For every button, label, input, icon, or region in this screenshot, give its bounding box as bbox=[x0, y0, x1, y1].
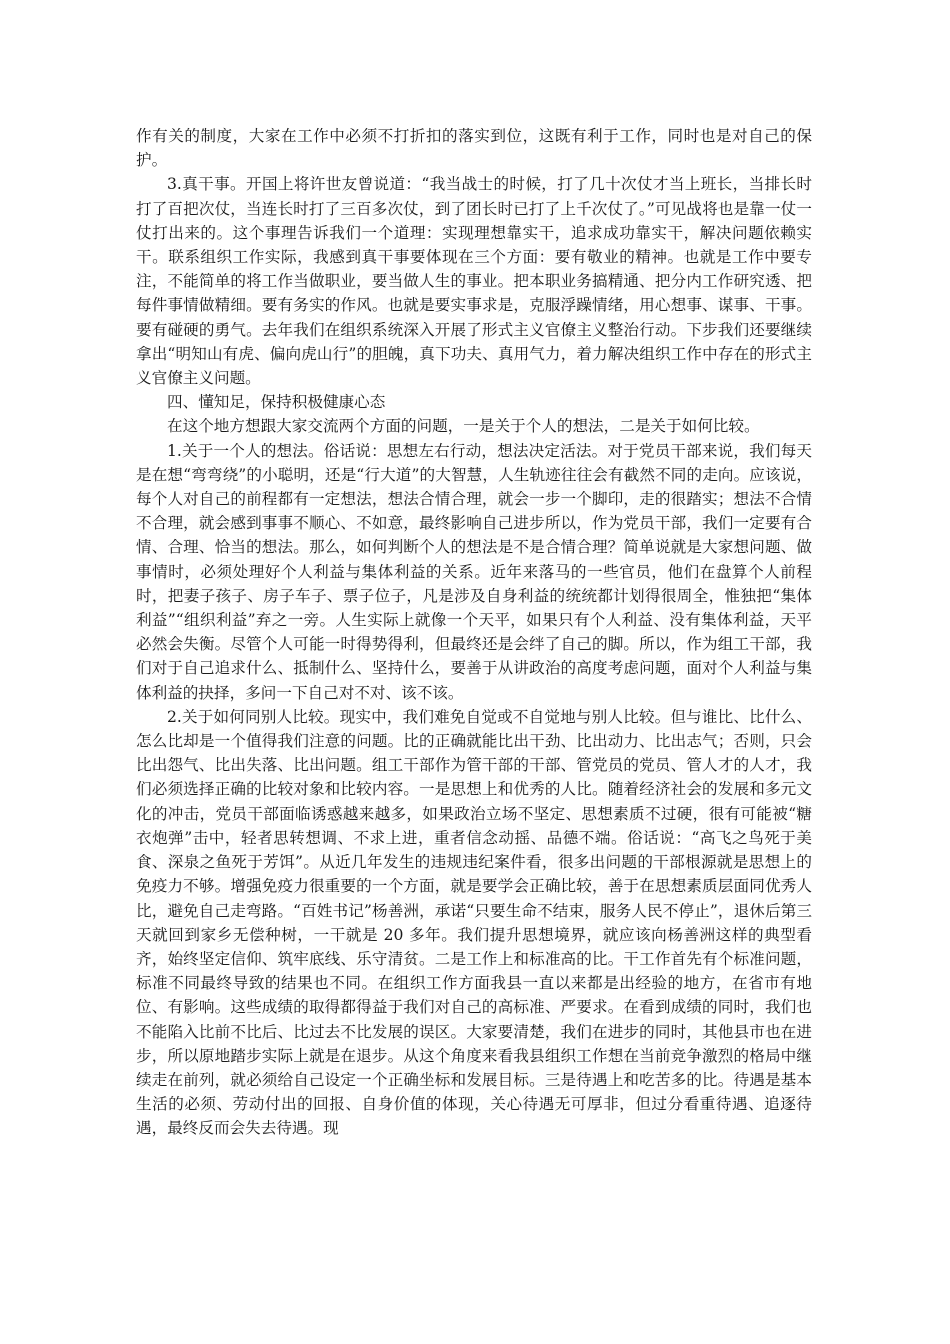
document-page bbox=[136, 124, 812, 1141]
paragraph-comparison: 2.关于如何同别人比较。现实中，我们难免自觉或不自觉地与别人比较。但与谁比、比什么、怎么比却是一个值得我们注意的问题。比的正确就能比出干劲、比出动力、比出志气；否则，只会比出怨气、比出失落、比出问题。组工干部作为管干部的干部、管党员的党员、管人才的人才，我们必须选择正确的比较对象和比较内容。一是思想上和优秀的人比。随着经济社会的发展和多元文化的冲击，党员干部面临诱惑越来越多，如果政治立场不坚定、思想素质不过硬，很有可能被“糖衣炮弹”击中，轻者思转想调、不求上进，重者信念动摇、品德不端。俗话说：“高飞之鸟死于美食、深泉之鱼死于芳饵”。从近几年发生的违规违纪案件看，很多出问题的干部根源就是思想上的免疫力不够。增强免疫力很重要的一个方面，就是要学会正确比较，善于在思想素质层面同优秀人比，避免自己走弯路。“百姓书记”杨善洲，承诺“只要生命不结束，服务人民不停止”，退休后第三天就回到家乡无偿种树，一干就是 20 多年。我们提升思想境界，就应该向杨善洲这样的典型看齐，始终坚定信仰、筑牢底线、乐守清贫。二是工作上和标准高的比。干工作首先有个标准问题，标准不同最终导致的结果也不同。在组织工作方面我县一直以来都是出经验的地方，在省市有地位、有影响。这些成绩的取得都得益于我们对自己的高标准、严要求。在看到成绩的同时，我们也不能陷入比前不比后、比过去不比发展的误区。大家要清楚，我们在进步的同时，其他县市也在进步，所以原地踏步实际上就是在退步。从这个角度来看我县组织工作想在当前竞争激烈的格局中继续走在前列，就必须给自己设定一个正确坐标和发展目标。三是待遇上和吃苦多的比。待遇是基本生活的必须、劳动付出的回报、自身价值的体现，关心待遇无可厚非，但过分看重待遇、追逐待遇，最终反而会失去待遇。现 bbox=[136, 707, 812, 1138]
paragraph-personal-thoughts: 1.关于一个人的想法。俗话说：思想左右行动，想法决定活法。对于党员干部来说，我们每天是在想“弯弯绕”的小聪明，还是“行大道”的大智慧，人生轨迹往往会有截然不同的走向。应该说，每个人对自己的前程都有一定想法，想法合情合理，就会一步一个脚印，走的很踏实；想法不合情不合理，就会感到事事不顺心、不如意，最终影响自己进步所以，作为党员干部，我们一定要有合情、合理、恰当的想法。那么，如何判断个人的想法是不是合情合理？简单说就是大家想问题、做事情时，必须处理好个人利益与集体利益的关系。近年来落马的一些官员，他们在盘算个人前程时，把妻子孩子、房子车子、票子位子，凡是涉及自身利益的统统都计划得很周全，惟独把“集体利益”“组织利益”弃之一旁。人生实际上就像一个天平，如果只有个人利益、没有集体利益，天平必然会失衡。尽管个人可能一时得势得利，但最终还是会绊了自己的脚。所以，作为组工干部，我们对于自己追求什么、抵制什么、坚持什么，要善于从讲政治的高度考虑问题，面对个人利益与集体利益的抉择，多问一下自己对不对、该不该。 bbox=[136, 441, 812, 702]
section-heading-dong-zhi-zu: 四、懂知足，保持积极健康心态 bbox=[167, 393, 386, 412]
paragraph-zhen-gan-shi: 3.真干事。开国上将许世友曾说道：“我当战士的时候，打了几十次仗才当上班长，当排长时打了百把次仗，当连长时打了三百多次仗，到了团长时已打了上千次仗了。”可见战将也是靠一仗一仗打出来的。这个事理告诉我们一个道理：实现理想靠实干，追求成功靠实干，解决问题依赖实干。联系组织工作实际，我感到真干事要体现在三个方面：要有敬业的精神。也就是工作中要专注，不能简单的将工作当做职业，要当做人生的事业。把本职业务搞精通、把分内工作研究透、把每件事情做精细。要有务实的作风。也就是要实事求是，克服浮躁情绪，用心想事、谋事、干事。要有碰硬的勇气。去年我们在组织系统深入开展了形式主义官僚主义整治行动。下步我们还要继续拿出“明知山有虎、偏向虎山行”的胆魄，真下功夫、真用气力，着力解决组织工作中存在的形式主义官僚主义问题。 bbox=[136, 175, 812, 388]
paragraph-continuation: 作有关的制度，大家在工作中必须不打折扣的落实到位，这既有利于工作，同时也是对自己的保护。 bbox=[136, 127, 812, 170]
paragraph-intro-two-issues: 在这个地方想跟大家交流两个方面的问题，一是关于个人的想法，二是关于如何比较。 bbox=[167, 417, 760, 436]
